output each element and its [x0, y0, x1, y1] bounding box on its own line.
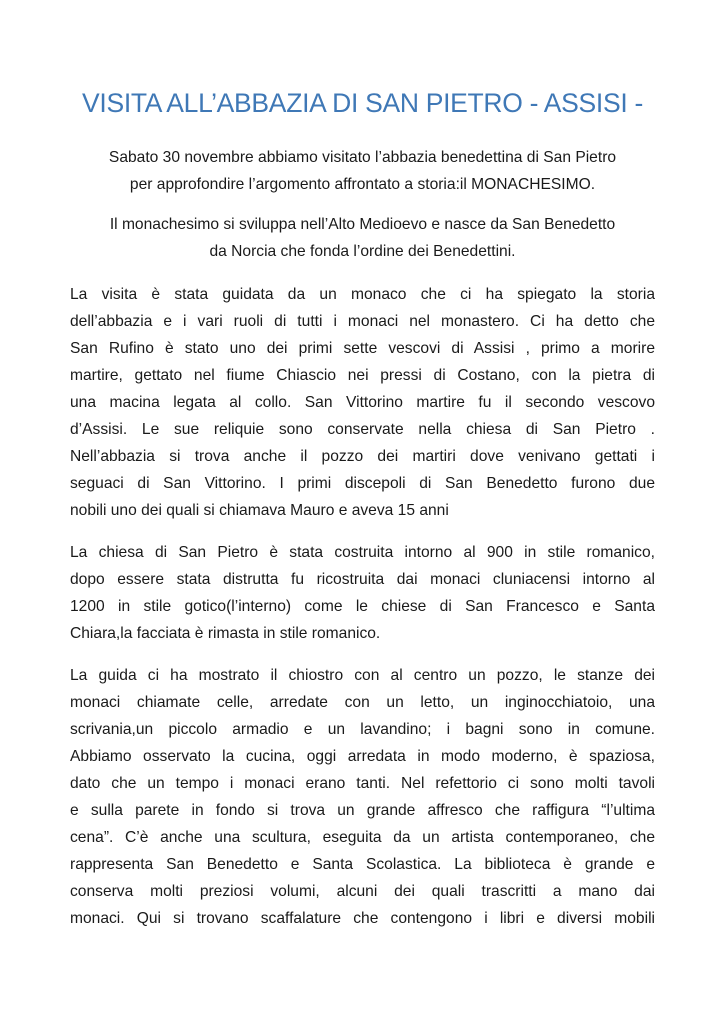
page-title: VISITA ALL’ABBAZIA DI SAN PIETRO - ASSISI -: [82, 88, 643, 118]
subintro-line: da Norcia che fonda l’ordine dei Benedettini.: [209, 243, 516, 260]
paragraph-1-line: Nell’abbazia si trova anche il pozzo dei martiri dove venivano gettati i: [70, 448, 655, 465]
intro-line: per approfondire l’argomento affrontato a storia:il MONACHESIMO.: [129, 176, 596, 193]
paragraph-3-line: conserva molti preziosi volumi, alcuni dei quali trascritti a mano dai: [70, 883, 655, 900]
paragraph-1-line: martire, gettato nel fiume Chiascio nei pressi di Costano, con la pietra di: [70, 367, 655, 384]
paragraph-2-line: Chiara,la facciata è rimasta in stile romanico.: [70, 625, 381, 642]
paragraph-3-line: monaci chiamate celle, arredate con un letto, un inginocchiatoio, una: [70, 694, 655, 711]
subintro-line: Il monachesimo si sviluppa nell’Alto Medioevo e nasce da San Benedetto: [109, 216, 616, 233]
paragraph-3-line: rappresenta San Benedetto e Santa Scolastica. La biblioteca è grande e: [70, 856, 655, 873]
paragraph-1-line: dell’abbazia e i vari ruoli di tutti i monaci nel monastero. Ci ha detto che: [70, 313, 655, 330]
paragraph-1-line: una macina legata al collo. San Vittorino martire fu il secondo vescovo: [70, 394, 655, 411]
paragraph-2-line: La chiesa di San Pietro è stata costruita intorno al 900 in stile romanico,: [70, 544, 655, 561]
paragraph-3-line: cena”. C’è anche una scultura, eseguita da un artista contemporaneo, che: [70, 829, 655, 846]
paragraph-3-line: monaci. Qui si trovano scaffalature che contengono i libri e diversi mobili: [70, 910, 655, 927]
paragraph-1-line: La visita è stata guidata da un monaco che ci ha spiegato la storia: [70, 286, 655, 303]
paragraph-3-line: La guida ci ha mostrato il chiostro con al centro un pozzo, le stanze dei: [70, 667, 655, 684]
paragraph-1-line: d’Assisi. Le sue reliquie sono conservate nella chiesa di San Pietro .: [70, 421, 655, 438]
paragraph-2-line: 1200 in stile gotico(l’interno) come le chiese di San Francesco e Santa: [70, 598, 655, 615]
paragraph-1-line: San Rufino è stato uno dei primi sette vescovi di Assisi , primo a morire: [70, 340, 655, 357]
paragraph-3-line: e sulla parete in fondo si trova un grande affresco che raffigura “l’ultima: [70, 802, 655, 819]
paragraph-3-line: scrivania,un piccolo armadio e un lavandino; i bagni sono in comune.: [70, 721, 655, 738]
paragraph-1-line: nobili uno dei quali si chiamava Mauro e aveva 15 anni: [70, 502, 449, 519]
intro-line: Sabato 30 novembre abbiamo visitato l’abbazia benedettina di San Pietro: [108, 149, 617, 166]
paragraph-2-line: dopo essere stata distrutta fu ricostruita dai monaci cluniacensi intorno al: [70, 571, 655, 588]
paragraph-1-line: seguaci di San Vittorino. I primi discepoli di San Benedetto furono due: [70, 475, 655, 492]
paragraph-3-line: dato che un tempo i monaci erano tanti. Nel refettorio ci sono molti tavoli: [70, 775, 655, 792]
paragraph-3-line: Abbiamo osservato la cucina, oggi arredata in modo moderno, è spaziosa,: [70, 748, 655, 765]
